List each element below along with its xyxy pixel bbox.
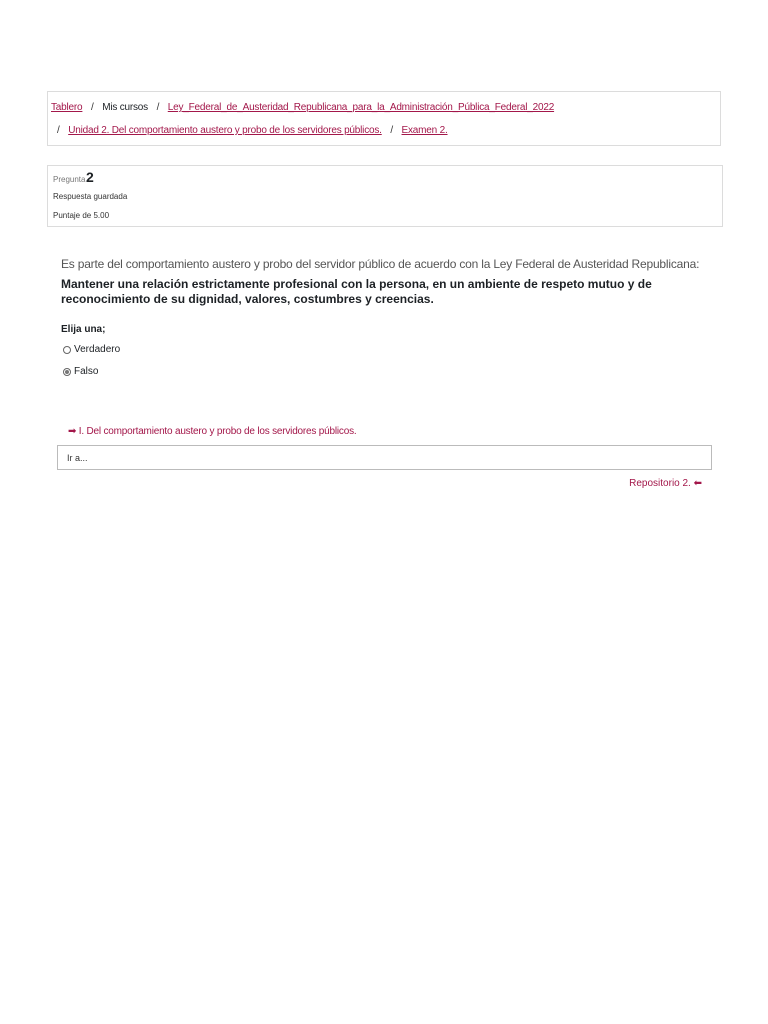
breadcrumb-tablero-link[interactable]: Tablero [51,102,83,113]
question-number: 2 [86,169,94,185]
next-activity-link[interactable]: Repositorio 2. ⬅ [629,478,702,489]
breadcrumb-separator: / [156,102,160,113]
breadcrumb-line-2 [57,125,448,136]
breadcrumb-line-1 [51,102,554,113]
breadcrumb-exam-link[interactable]: Examen 2. [401,125,448,136]
jump-to-select[interactable] [57,445,712,470]
question-text: Es parte del comportamiento austero y probo del servidor público de acuerdo con la Ley Federal de Austeridad Republicana: [61,257,700,271]
question-grade: Puntaje de 5.00 [53,211,110,220]
radio-verdadero[interactable] [63,346,71,354]
option-falso[interactable] [63,366,98,377]
breadcrumb-mis-cursos: Mis cursos [102,102,148,113]
question-statement: Mantener una relación estrictamente profesional con la persona, en un ambiente de respeto mutuo y de reconocimiento de su dignidad, valores, costumbres y creencias. [61,277,652,306]
option-falso-label[interactable]: Falso [74,366,99,377]
breadcrumb-course-link[interactable]: Ley_Federal_de_Austeridad_Republicana_para_la_Administración_Pública_Federal_2022 [167,102,555,113]
breadcrumb-separator: / [390,125,393,136]
option-verdadero[interactable] [63,344,120,355]
question-state: Respuesta guardada [53,192,128,201]
breadcrumb [47,91,721,146]
question-number-label: Pregunta [53,175,86,184]
breadcrumb-unit-link[interactable]: Unidad 2. Del comportamiento austero y probo de los servidores públicos. [68,125,382,136]
radio-falso[interactable] [63,368,71,376]
prev-activity-link[interactable]: ➡ I. Del comportamiento austero y probo de los servidores públicos. [68,426,357,437]
question-info-panel [47,165,723,227]
answer-prompt: Elija una; [61,324,106,335]
jump-to-placeholder: Ir a... [67,453,88,463]
option-verdadero-label[interactable]: Verdadero [74,344,121,355]
breadcrumb-separator: / [91,102,94,113]
breadcrumb-separator: / [57,125,60,136]
